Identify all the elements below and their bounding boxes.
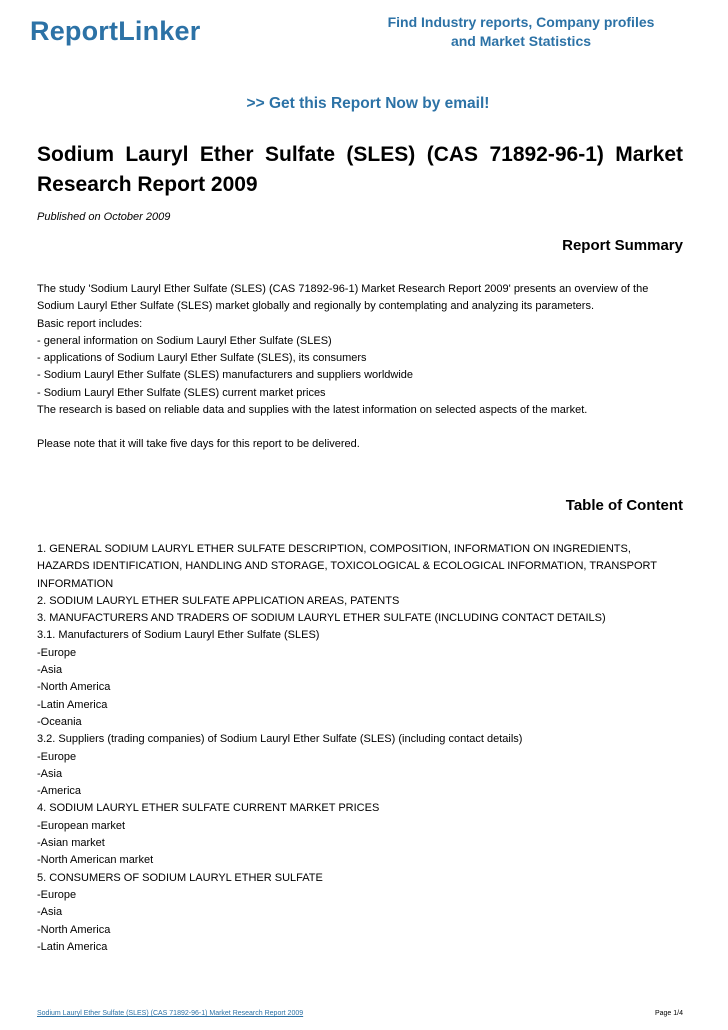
- report-title: Sodium Lauryl Ether Sulfate (SLES) (CAS 71892-96-1) Market Research Report 2009: [37, 143, 683, 196]
- toc-line: -Latin America: [37, 698, 108, 711]
- delivery-note: Please note that it will take five days for this report to be delivered.: [37, 438, 360, 451]
- toc-line: -North America: [37, 923, 111, 936]
- page-number: Page 1/4: [654, 1010, 683, 1017]
- toc-line: -Asian market: [37, 837, 105, 850]
- toc-line: -North American market: [37, 854, 154, 867]
- toc-line: 1. GENERAL SODIUM LAURYL ETHER SULFATE DESCRIPTION, COMPOSITION, INFORMATION ON INGREDIENTS,: [37, 543, 631, 555]
- toc-line: 4. SODIUM LAURYL ETHER SULFATE CURRENT MARKET PRICES: [37, 802, 380, 815]
- reportlinker-logo[interactable]: ReportLinker: [30, 16, 201, 46]
- toc-line: -Europe: [37, 750, 77, 763]
- toc-line: -Latin America: [37, 940, 108, 953]
- footer-report-link[interactable]: Sodium Lauryl Ether Sulfate (SLES) (CAS 71892-96-1) Market Research Report 2009: [37, 1010, 304, 1017]
- toc-line: 3.1. Manufacturers of Sodium Lauryl Ether Sulfate (SLES): [37, 629, 320, 642]
- header-tagline: [360, 13, 682, 51]
- toc-line: -Asia: [37, 664, 63, 677]
- published-date: Published on October 2009: [37, 211, 171, 223]
- tagline-line-1: Find Industry reports, Company profiles: [387, 14, 655, 30]
- toc-line: 2. SODIUM LAURYL ETHER SULFATE APPLICATION AREAS, PATENTS: [37, 594, 400, 607]
- get-report-email-link[interactable]: >> Get this Report Now by email!: [246, 95, 490, 112]
- toc-line: -Europe: [37, 888, 77, 901]
- toc-line: -America: [37, 785, 82, 798]
- table-of-content-heading: Table of Content: [565, 497, 683, 514]
- toc-line: -Asia: [37, 767, 63, 780]
- summary-line: - applications of Sodium Lauryl Ether Sulfate (SLES), its consumers: [37, 352, 367, 365]
- toc-line: -Oceania: [37, 715, 82, 728]
- toc-line: -North America: [37, 681, 111, 694]
- summary-line: - Sodium Lauryl Ether Sulfate (SLES) manufacturers and suppliers worldwide: [37, 369, 414, 382]
- toc-line: INFORMATION: [37, 577, 114, 590]
- tagline-line-2: and Market Statistics: [450, 33, 592, 49]
- summary-line: - general information on Sodium Lauryl Ether Sulfate (SLES): [37, 334, 332, 347]
- summary-line: The research is based on reliable data and supplies with the latest information on selected aspects of the market.: [37, 404, 588, 417]
- summary-line: The study 'Sodium Lauryl Ether Sulfate (SLES) (CAS 71892-96-1) Market Research Report 2009' presents an overview of the: [37, 283, 649, 295]
- report-summary-body: [37, 281, 687, 454]
- summary-line: Sodium Lauryl Ether Sulfate (SLES) market globally and regionally by contemplating and analyzing its parameters.: [37, 300, 595, 313]
- summary-line: - Sodium Lauryl Ether Sulfate (SLES) current market prices: [37, 386, 326, 399]
- toc-line: -European market: [37, 819, 126, 832]
- toc-line: 3.2. Suppliers (trading companies) of Sodium Lauryl Ether Sulfate (SLES) (including contact details): [37, 733, 523, 746]
- toc-line: 5. CONSUMERS OF SODIUM LAURYL ETHER SULFATE: [37, 871, 323, 884]
- toc-line: -Europe: [37, 646, 77, 659]
- table-of-content-body: [37, 541, 687, 956]
- summary-line: Basic report includes:: [37, 317, 143, 330]
- toc-line: 3. MANUFACTURERS AND TRADERS OF SODIUM LAURYL ETHER SULFATE (INCLUDING CONTACT DETAILS): [37, 612, 606, 625]
- toc-line: -Asia: [37, 906, 63, 919]
- toc-line: HAZARDS IDENTIFICATION, HANDLING AND STORAGE, TOXICOLOGICAL & ECOLOGICAL INFORMATION, TRANSPORT: [37, 560, 657, 573]
- report-summary-heading: Report Summary: [562, 237, 683, 254]
